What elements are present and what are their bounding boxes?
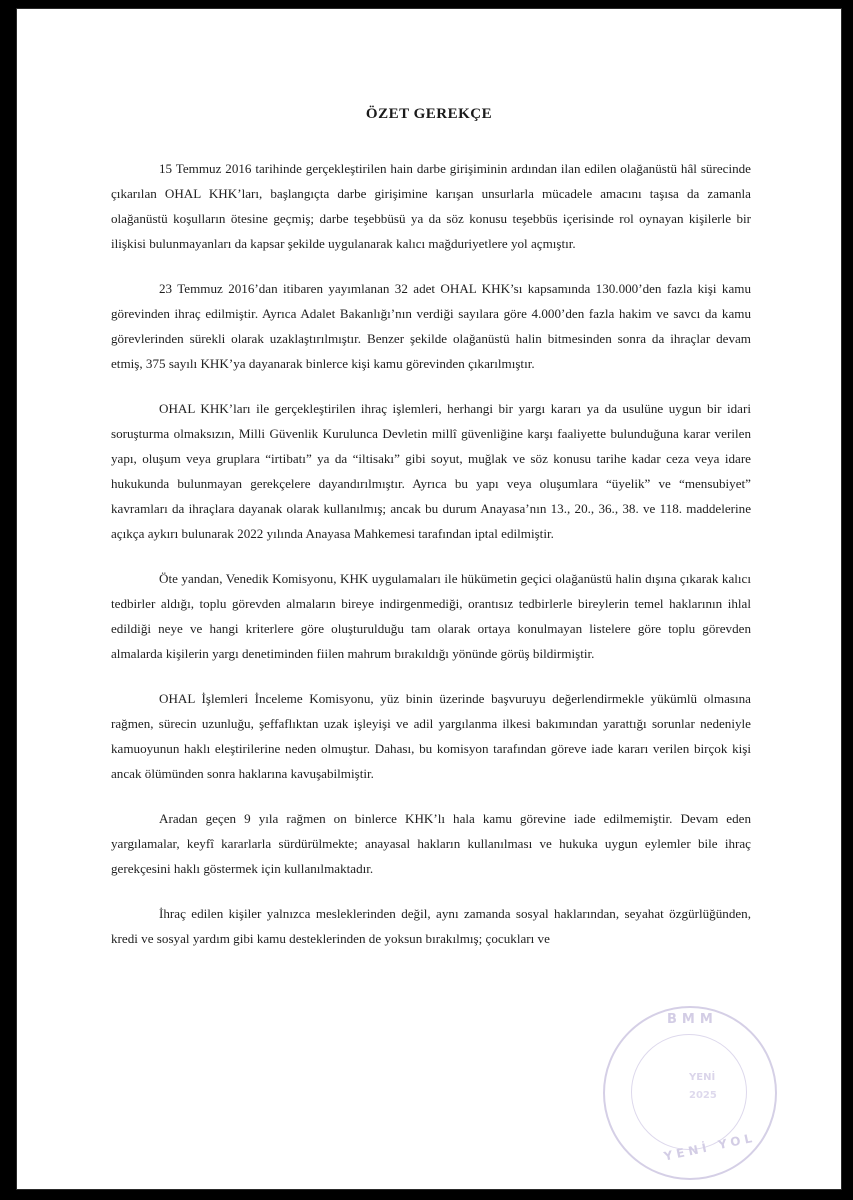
stamp-bottom-text: YENİ YOL [662, 1130, 758, 1164]
paragraph-5: OHAL İşlemleri İnceleme Komisyonu, yüz binin üzerinde başvuruyu değerlendirmekle yükümlü olmasına rağmen, sürecin uzunluğu, şeffaflıktan uzak işleyişi ve adil yargılanma ilkesi bakımından yarattığı sorunlar nedeniyle kamuoyunun haklı eleştirilerine neden olmuştur. Dahası, bu komisyon tarafından göreve iade kararı verilen birçok kişi ancak ölümünden sonra haklarına kavuşabilmiştir. [111, 691, 751, 781]
stamp-middle-text: YENİ [689, 1072, 716, 1083]
paragraph-2: 23 Temmuz 2016’dan itibaren yayımlanan 32 adet OHAL KHK’sı kapsamında 130.000’den fazla kişi kamu görevinden ihraç edilmiştir. Ayrıca Adalet Bakanlığı’nın verdiği sayılara göre 4.000’den fazla hakim ve savcı da kamu görevlerinden sürekli olarak uzaklaştırılmıştır. Benzer şekilde olağanüstü halin bitmesinden sonra da ihraçlar devam etmiş, 375 sayılı KHK’ya dayanarak binlerce kişi kamu görevinden çıkarılmıştır. [111, 281, 751, 371]
paragraph-3: OHAL KHK’ları ile gerçekleştirilen ihraç işlemleri, herhangi bir yargı kararı ya da usulüne uygun bir idari soruşturma olmaksızın, Milli Güvenlik Kurulunca Devletin millî güvenliğine karşı faaliyette bulunduğuna karar verilen yapı, oluşum veya gruplara “irtibatı” ya da “iltisakı” gibi soyut, muğlak ve söz konusu tarihe kadar ceza veya idare hukukunda bulunmayan gerekçelere dayandırılmıştır. Ayrıca bu yapı veya oluşumlara “üyelik” ve “mensubiyet” kavramları da ihraçlara dayanak olarak kullanılmış; ancak bu durum Anayasa’nın 13., 20., 36., 38. ve 118. maddelerine açıkça aykırı bulunarak 2022 yılında Anayasa Mahkemesi tarafından iptal edilmiştir. [111, 401, 751, 541]
document-body [111, 156, 751, 971]
paragraph-6: Aradan geçen 9 yıla rağmen on binlerce KHK’lı hala kamu görevine iade edilmemiştir. Devam eden yargılamalar, keyfî kararlarla sürdürülmekte; anayasal hakların kullanılması ve hukuka uygun eylemler bile ihraç gerekçesini haklı göstermek için kullanılmaktadır. [111, 811, 751, 876]
paragraph-7: İhraç edilen kişiler yalnızca mesleklerinden değil, aynı zamanda sosyal haklarından, seyahat özgürlüğünden, kredi ve sosyal yardım gibi kamu desteklerinden de yoksun bırakılmış; çocukları ve [111, 906, 751, 946]
paragraph-1: 15 Temmuz 2016 tarihinde gerçekleştirilen hain darbe girişiminin ardından ilan edilen olağanüstü hâl sürecinde çıkarılan OHAL KHK’ları, başlangıçta darbe girişimine karışan unsurlarla mücadele amacını taşısa da zamanla olağanüstü koşulların ötesine geçmiş; darbe teşebbüsü ya da söz konusu teşebbüs içerisinde rol oynayan kişilerle bir ilişkisi bulunmayanları da kapsar şekilde uygulanarak kalıcı mağduriyetlere yol açmıştır. [111, 161, 751, 251]
document-title: ÖZET GEREKÇE [365, 106, 493, 122]
document-page [16, 8, 842, 1190]
stamp-year-text: 2025 [689, 1090, 717, 1101]
official-stamp [603, 1006, 777, 1180]
paragraph-4: Öte yandan, Venedik Komisyonu, KHK uygulamaları ile hükümetin geçici olağanüstü halin dışına çıkarak kalıcı tedbirler aldığı, toplu görevden almaların bireye indirgenmediği, orantısız tedbirlerle bireylerin temel haklarının ihlal edildiği neye ve hangi kriterlere göre oluşturulduğu tam olarak ortaya konulmayan listelere göre toplu görevden almalarda kişilerin yargı denetiminden fiilen mahrum bırakıldığı yönünde görüş bildirmiştir. [111, 571, 751, 661]
stamp-top-text: BMM [667, 1012, 718, 1027]
